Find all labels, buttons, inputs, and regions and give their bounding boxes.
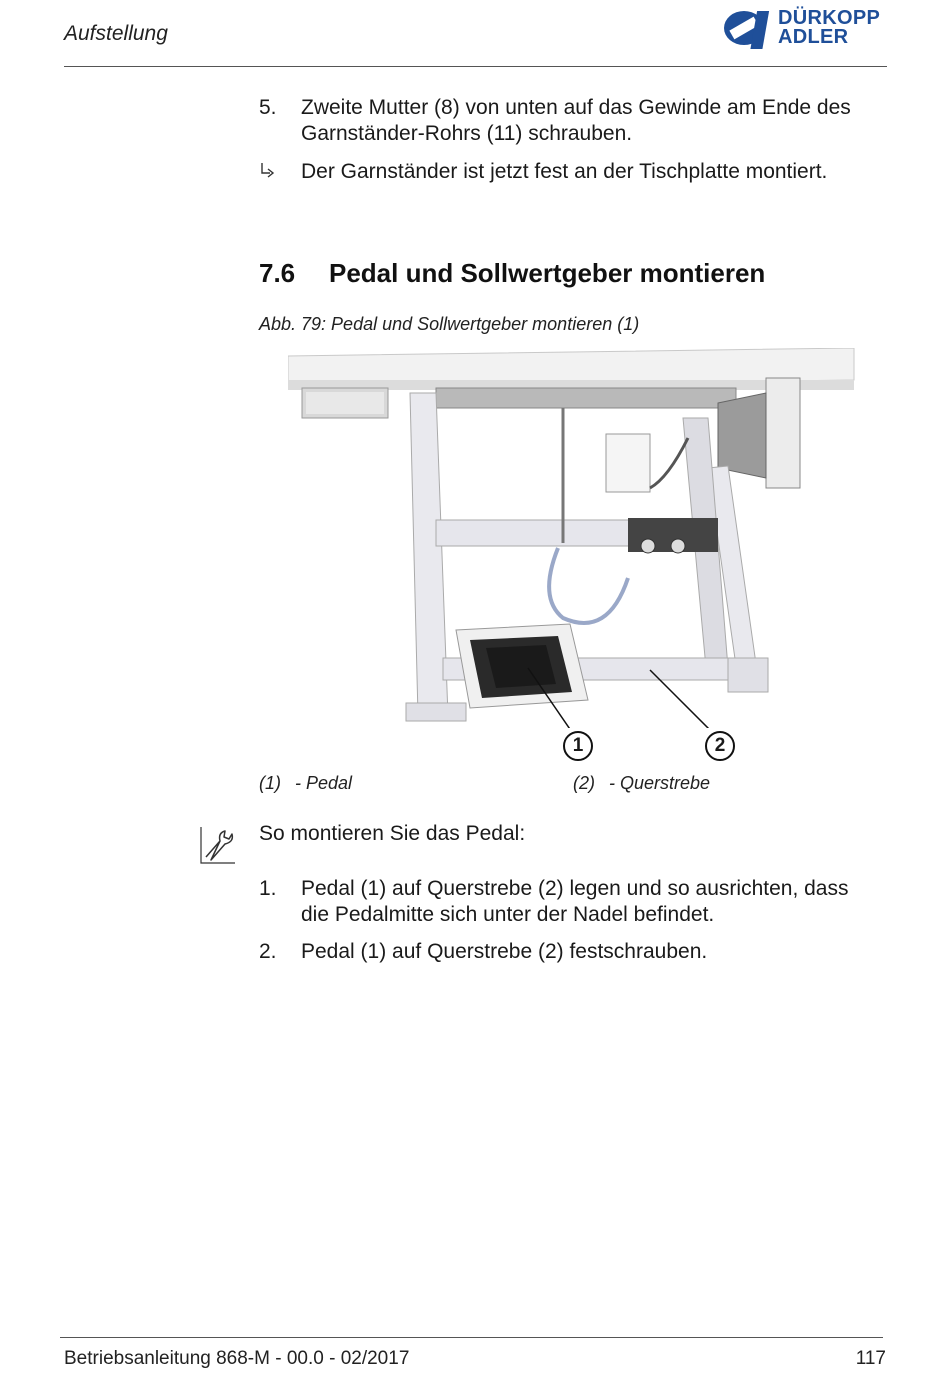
result-arrow-icon bbox=[260, 162, 276, 187]
legend-label: - Pedal bbox=[295, 773, 353, 793]
step-text-line: Pedal (1) auf Querstrebe (2) festschrauben. bbox=[301, 940, 708, 963]
footer-divider bbox=[60, 1337, 883, 1338]
header-divider bbox=[64, 66, 887, 67]
figure-pedal-assembly bbox=[288, 348, 858, 728]
footer-document-id: Betriebsanleitung 868-M - 00.0 - 02/2017 bbox=[64, 1348, 410, 1369]
callout-1: 1 bbox=[563, 731, 593, 761]
logo-line-1: DÜRKOPP bbox=[778, 7, 881, 29]
step-text-line: Pedal (1) auf Querstrebe (2) legen und so ausrichten, dass bbox=[301, 877, 849, 900]
legend-label: - Querstrebe bbox=[609, 773, 711, 793]
callout-2: 2 bbox=[705, 731, 735, 761]
step-number: 5. bbox=[259, 96, 277, 119]
step-text-line: die Pedalmitte sich unter der Nadel befindet. bbox=[301, 903, 715, 926]
sewing-table-illustration bbox=[288, 348, 858, 728]
brand-logo-mark-icon bbox=[722, 6, 774, 50]
legend-number: (2) bbox=[573, 773, 595, 793]
step-number: 1. bbox=[259, 877, 277, 900]
figure-caption: Abb. 79: Pedal und Sollwertgeber montieren (1) bbox=[259, 314, 640, 334]
section-title: Pedal und Sollwertgeber montieren bbox=[329, 258, 766, 288]
result-text: Der Garnständer ist jetzt fest an der Tischplatte montiert. bbox=[301, 160, 828, 183]
header-section-title: Aufstellung bbox=[64, 22, 168, 45]
instruction-text: So montieren Sie das Pedal: bbox=[259, 822, 526, 845]
step-text-line: Garnständer-Rohrs (11) schrauben. bbox=[301, 122, 633, 145]
step-text-line: Zweite Mutter (8) von unten auf das Gewinde am Ende des bbox=[301, 96, 851, 119]
legend-number: (1) bbox=[259, 773, 281, 793]
step-number: 2. bbox=[259, 940, 277, 963]
page-number: 117 bbox=[855, 1348, 886, 1369]
wrench-icon bbox=[200, 826, 236, 869]
brand-logo bbox=[722, 6, 892, 52]
section-number: 7.6 bbox=[259, 258, 296, 288]
logo-line-2: ADLER bbox=[778, 26, 849, 48]
